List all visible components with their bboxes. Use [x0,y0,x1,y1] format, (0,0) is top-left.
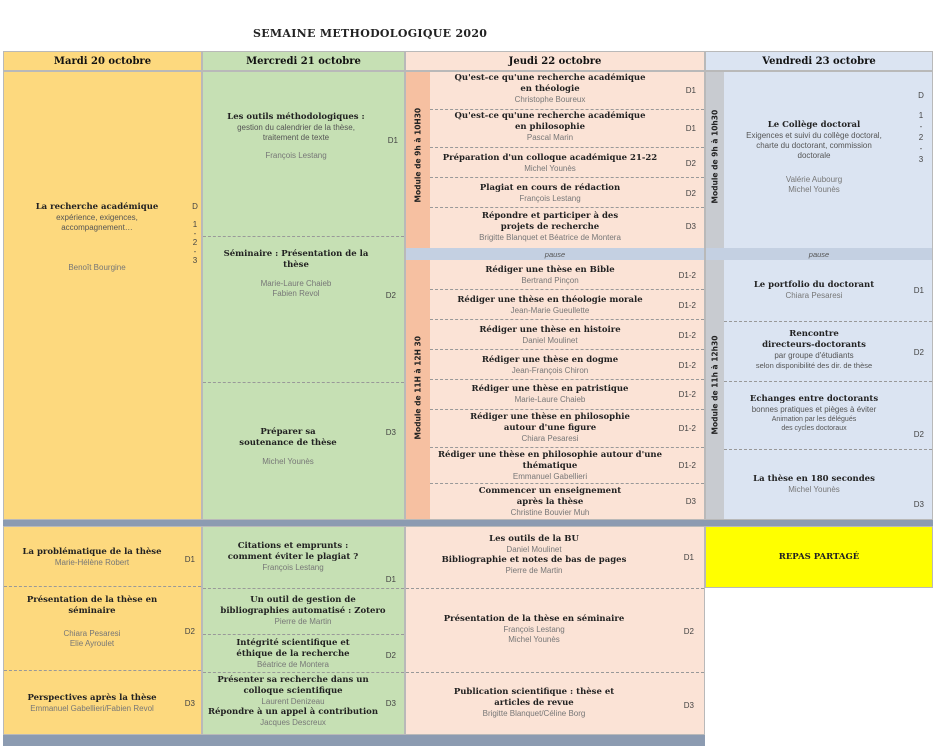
speaker-name: Pierre de Martin [274,617,332,626]
session-title: La thèse en 180 secondes [753,474,875,484]
lunch-box [705,526,933,588]
thursday-module1-band [406,72,430,248]
session-row [724,260,932,322]
session-code: D2 [683,627,694,636]
tuesday-morning-session [3,71,202,520]
code: - [193,247,197,256]
session-row [203,589,404,635]
session-title: Les outils méthodologiques : [227,112,365,122]
speaker-name: Christophe Boureux [514,95,586,104]
session-title-2: après la thèse [516,497,584,507]
code: D [918,91,924,100]
session-title: Rédiger une thèse en Bible [485,265,615,275]
session-title-2: comment éviter le plagiat ? [227,552,359,562]
friday-module2-band [706,260,724,519]
code: - [193,229,197,238]
session-row [430,380,704,410]
session-row [406,589,704,673]
code: 3 [192,256,198,265]
session-code: D2 [685,159,696,168]
code: D [192,202,198,211]
speaker-name: Marie-Laure Chaieb [514,395,586,404]
session-code: D3 [385,428,396,437]
code: - [919,144,923,153]
friday-session-college [724,72,932,248]
session-row [430,178,704,208]
thursday-module1-sessions [430,72,704,248]
session-row [406,673,704,734]
session-title-1: Qu'est-ce qu'une recherche académique [454,73,646,83]
session-title-1: Qu'est-ce qu'une recherche académique [454,111,646,121]
session-title-2: soutenance de thèse [239,438,337,448]
session-code: D1-2 [678,461,696,470]
session-title-2: en théologie [520,84,580,94]
session-title: Plagiat en cours de rédaction [479,183,621,193]
session-title-1: Présentation de la thèse en [26,595,158,605]
session-title-1: Intégrité scientifique et [236,638,350,648]
module-label: Module de 11H à 12H 30 [413,336,423,440]
friday-morning-column [705,71,933,520]
session-title: Le Collège doctoral [767,120,861,130]
session-title-1: Préparer sa [260,427,316,437]
thursday-module2-band [406,260,430,519]
code: 1 [192,220,198,229]
session-title-3: Répondre à un appel à contribution [207,707,379,717]
session-title-1: Publication scientifique : thèse et [453,687,615,697]
speaker-name: Pascal Marin [526,133,574,142]
bottom-band [3,735,705,746]
friday-module1-band [706,72,724,248]
code: 1 [918,111,924,120]
session-row [430,410,704,448]
thursday-module2-sessions [430,260,704,519]
session-row [203,527,404,589]
session-description-1: expérience, exigences, [56,213,138,222]
speaker-name: Chiara Pesaresi [521,434,579,443]
session-code: D2 [685,189,696,198]
session-row [203,635,404,673]
session-code: D1 [683,553,694,562]
session-row [203,673,404,734]
session-code: D1 [184,555,195,564]
speaker-name: François Lestang [262,563,324,572]
session-code: D1-2 [678,331,696,340]
session-title-1: Rencontre [789,329,839,339]
session-title: Présentation de la thèse en séminaire [443,614,625,624]
speaker-name-2: Michel Younès [508,635,560,644]
session-title-2: directeurs-doctorants [762,340,866,350]
speaker-name: Marie-Hélène Robert [54,558,130,567]
session-title-2: Bibliographie et notes de bas de pages [441,555,627,565]
speaker-name: François Lestang [265,151,327,160]
speaker-name: Christine Bouvier Muh [510,508,590,517]
session-title-2: éthique de la recherche [236,649,350,659]
wednesday-afternoon-column [202,526,405,735]
session-description-2: charte du doctorant, commission [756,141,872,150]
speaker-name: Brigitte Blanquet/Céline Borg [482,709,586,718]
session-description-1: gestion du calendrier de la thèse, [237,123,355,132]
speaker-name-2: Pierre de Martin [505,566,563,575]
session-title-1: Présenter sa recherche dans un [217,675,369,685]
speaker-name-1: Laurent Denizeau [261,697,325,706]
speaker-name: François Lestang [519,194,581,203]
session-code: D3 [184,699,195,708]
friday-module2-sessions [724,260,932,519]
session-row [430,350,704,380]
session-row [430,208,704,248]
speaker-name: Chiara Pesaresi [785,291,843,300]
session-title-2: séminaire [68,606,116,616]
speaker-name: Michel Younès [262,457,314,466]
session-code: D3 [683,701,694,710]
code: - [919,122,923,131]
session-code: D1 [685,86,696,95]
session-row [430,484,704,519]
session-title-1: Citations et emprunts : [237,541,349,551]
session-title-2: thématique [522,461,578,471]
session-title: La recherche académique [35,202,159,212]
speaker-name-2: Jacques Descreux [260,718,326,727]
session-description-2: accompagnement… [61,223,133,232]
session-codes [916,90,926,166]
session-code: D1 [685,124,696,133]
speaker-name: Béatrice de Montera [256,660,330,669]
pause-bar: pause [406,248,704,260]
session-title: Rédiger une thèse en histoire [479,325,621,335]
speaker-name-2: Michel Younès [788,185,840,194]
session-code: D3 [685,497,696,506]
thursday-morning-column [405,71,705,520]
session-code: D2 [184,627,195,636]
session-description-1: bonnes pratiques et pièges à éviter [751,405,877,414]
session-description-2: traitement de texte [262,133,330,142]
session-title: Rédiger une thèse en patristique [471,384,629,394]
session-row [430,72,704,110]
session-description-3: doctorale [797,151,831,160]
session-code: D2 [385,651,396,660]
session-title-2: en philosophie [514,122,585,132]
thursday-afternoon-column [405,526,705,735]
tuesday-afternoon-column [3,526,202,735]
header-friday: Vendredi 23 octobre [705,51,933,71]
session-code: D2 [913,348,924,357]
session-title-2: projets de recherche [500,222,600,232]
session-code: D3 [385,699,396,708]
session-title-1: Rédiger une thèse en philosophie [470,412,630,422]
session-title: Rédiger une thèse en dogme [481,355,619,365]
session-row [4,671,201,734]
speaker-name: Brigitte Blanquet et Béatrice de Montera [479,233,621,242]
speaker-name-1: Daniel Moulinet [506,545,562,554]
speaker-name: Benoît Bourgine [68,263,126,272]
speaker-name-1: Chiara Pesaresi [63,629,121,638]
code: 2 [192,238,198,247]
wednesday-session-seminar [203,237,404,383]
session-codes [190,201,200,267]
session-row [724,382,932,450]
session-code: D3 [913,500,924,509]
session-code: D1 [387,136,398,145]
module-label: Module de 9h à 10h30 [710,109,720,204]
session-description-2: selon disponibilité des dir. de thèse [755,361,873,370]
speaker-name: Jean-Marie Gueullette [510,306,590,315]
session-row [724,322,932,382]
session-title: Le portfolio du doctorant [753,280,875,290]
session-title-1: Les outils de la BU [489,534,579,544]
session-title: Perspectives après la thèse [27,693,157,703]
session-title-1: Répondre et participer à des [481,211,619,221]
speaker-name: Daniel Moulinet [522,336,578,345]
speaker-name-1: Valérie Aubourg [785,175,843,184]
speaker-name: Emmanuel Gabellieri/Fabien Revol [30,704,154,713]
session-title: La problématique de la thèse [22,547,162,557]
lunch-label: REPAS PARTAGÉ [778,551,860,562]
session-row [430,320,704,350]
session-row [430,110,704,148]
pause-bar: pause [706,248,932,260]
session-code: D2 [913,430,924,439]
session-row [430,290,704,320]
session-code: D1-2 [678,390,696,399]
session-code: D1-2 [678,361,696,370]
session-code: D3 [685,222,696,231]
session-row [4,527,201,587]
speaker-name: Jean-François Chiron [511,366,589,375]
header-wednesday: Mercredi 21 octobre [202,51,405,71]
module-label: Module de 11h à 12h30 [710,335,720,435]
session-title-2: articles de revue [494,698,574,708]
session-title-1: Rédiger une thèse en philosophie autour d'une [437,450,662,460]
session-code: D1-2 [678,271,696,280]
wednesday-session-tools [203,72,404,237]
speaker-name-2: Fabien Revol [272,289,320,298]
session-title-2: colloque scientifique [243,686,343,696]
speaker-name-2: Elie Ayroulet [69,639,115,648]
session-description-1: par groupe d'étudiants [774,351,854,360]
header-tuesday: Mardi 20 octobre [3,51,202,71]
code: 2 [918,133,924,142]
header-thursday: Jeudi 22 octobre [405,51,705,71]
tuesday-session-content [12,202,182,273]
session-row [430,448,704,484]
session-row [406,527,704,589]
session-title: Préparation d'un colloque académique 21-22 [442,153,658,163]
speaker-name: Michel Younès [524,164,576,173]
page-title: SEMAINE METHODOLOGIQUE 2020 [253,27,488,40]
code: 3 [918,155,924,164]
session-title-2: autour d'une figure [503,423,597,433]
session-title-1: Commencer un enseignement [478,486,622,496]
session-title-2: bibliographies automatisé : Zotero [220,606,386,616]
session-row [724,450,932,519]
session-title-2: thèse [283,260,309,270]
session-title-1: Un outil de gestion de [250,595,356,605]
speaker-name: Bertrand Pinçon [521,276,579,285]
session-description-1: Exigences et suivi du collège doctoral, [746,131,882,140]
speaker-name: Emmanuel Gabellieri [512,472,588,481]
session-title: Echanges entre doctorants [749,394,879,404]
wednesday-morning-column [202,71,405,520]
session-title: Rédiger une thèse en théologie morale [457,295,643,305]
session-title-1: Séminaire : Présentation de la [223,249,369,259]
session-code: D1-2 [678,301,696,310]
session-description-3: des cycles doctoraux [781,425,847,432]
wednesday-session-defense [203,383,404,519]
session-row [430,148,704,178]
speaker-name-1: Marie-Laure Chaieb [260,279,332,288]
session-code: D2 [385,291,396,300]
session-description-2: Animation par les délégués [771,416,857,423]
session-row [430,260,704,290]
session-code: D1 [385,575,396,584]
speaker-name-1: François Lestang [503,625,565,634]
session-code: D1 [913,286,924,295]
speaker-name: Michel Younès [788,485,840,494]
session-row [4,587,201,671]
module-label: Module de 9h à 10H30 [413,107,423,203]
session-code: D1-2 [678,424,696,433]
